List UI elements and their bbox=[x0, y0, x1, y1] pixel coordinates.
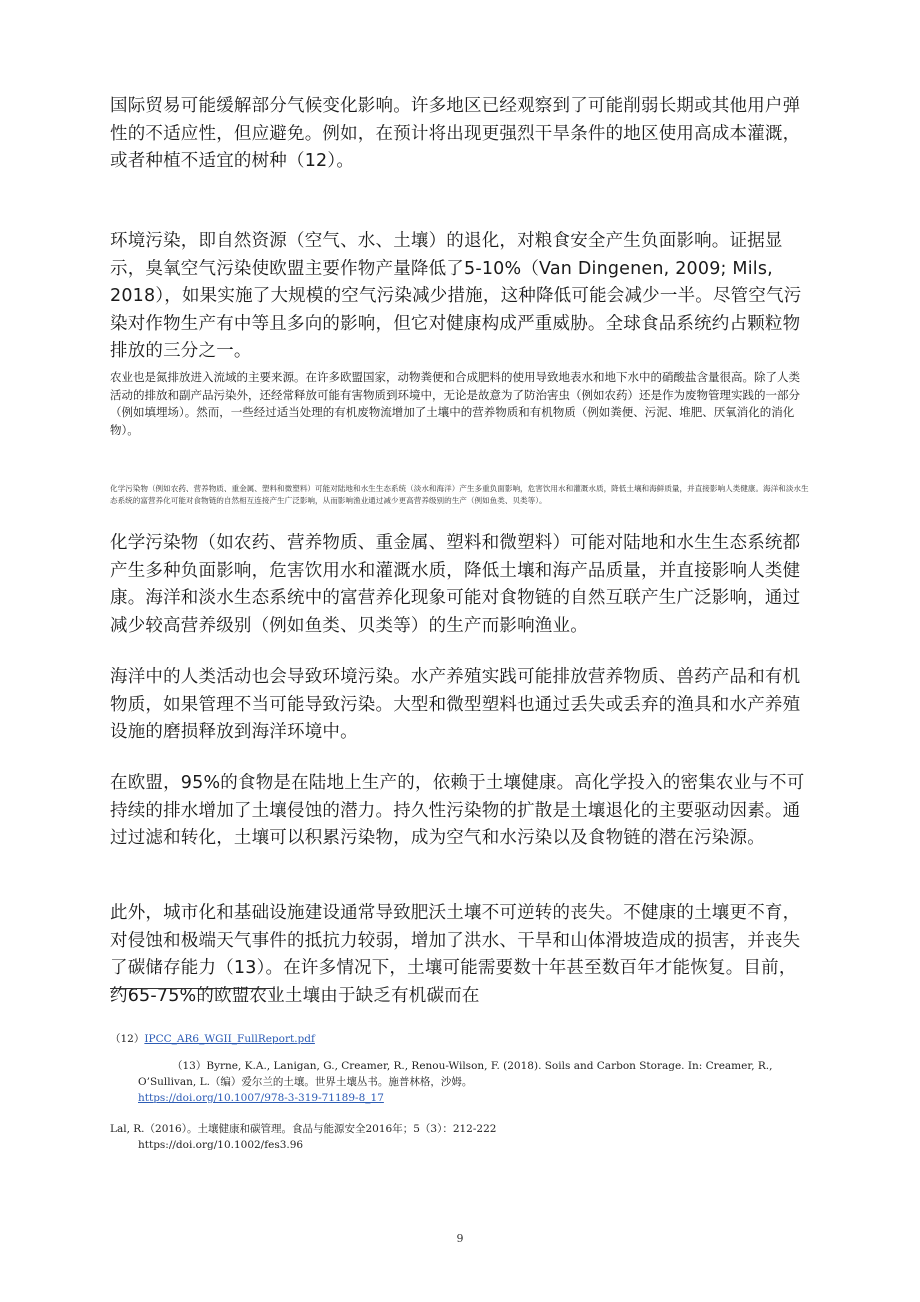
paragraph-marine-pollution: 海洋中的人类活动也会导致环境污染。水产养殖实践可能排放营养物质、兽药产品和有机物质，如果管理不当可能导致污染。大型和微型塑料也通过丢失或丢弃的渔具和水产养殖设施的磨损释放到海洋环境中。 bbox=[110, 667, 801, 742]
paragraph-chemical-pollutants-small: 化学污染物（例如农药、营养物质、重金属、塑料和微塑料）可能对陆地和水生生态系统（淡水和海洋）产生多重负面影响，危害饮用水和灌溉水质，降低土壤和海鲜质量，并直接影响人类健康。海洋和淡水生态系统的富营养化可能对食物链的自然相互连接产生广泛影响，从而影响渔业通过减少更高营养级别的生产（例如鱼类、贝类等）。 bbox=[110, 484, 809, 505]
page-number: 9 bbox=[456, 1232, 464, 1245]
footnote-12-link[interactable]: IPCC_AR6_WGII_FullReport.pdf bbox=[144, 1033, 315, 1045]
footnote-13 bbox=[138, 1058, 818, 1106]
footnote-13-link[interactable]: https://doi.org/10.1007/978-3-319-71189-8_17 bbox=[138, 1092, 384, 1104]
footnote-lal-line1: Lal, R.（2016）。土壤健康和碳管理。食品与能源安全2016年；5（3）：212-222 bbox=[110, 1123, 497, 1135]
paragraph-soil-health: 在欧盟，95%的食物是在陆地上生产的，依赖于土壤健康。高化学投入的密集农业与不可持续的排水增加了土壤侵蚀的潜力。持久性污染物的扩散是土壤退化的主要驱动因素。通过过滤和转化，土壤可以积累污染物，成为空气和水污染以及食物链的潜在污染源。 bbox=[110, 773, 805, 848]
footnote-13-line2: O’Sullivan, L.（编）爱尔兰的土壤。世界土壤丛书。施普林格，沙姆。 bbox=[138, 1076, 473, 1088]
footnote-12-number: （12） bbox=[110, 1033, 145, 1045]
footnote-13-line1: （13）Byrne, K.A., Lanigan, G., Creamer, R., Renou-Wilson, F. (2018). Soils and Carbon Storage. In: Creamer, R., bbox=[172, 1060, 773, 1072]
paragraph-chemical-pollutants: 化学污染物（如农药、营养物质、重金属、塑料和微塑料）可能对陆地和水生生态系统都产生多种负面影响，危害饮用水和灌溉水质，降低土壤和海产品质量，并直接影响人类健康。海洋和淡水生态系统中的富营养化现象可能对食物链的自然互联产生广泛影响，通过减少较高营养级别（例如鱼类、贝类等）的生产而影响渔业。 bbox=[110, 533, 801, 636]
footnote-lal bbox=[110, 1121, 810, 1153]
paragraph-environmental-pollution: 环境污染，即自然资源（空气、水、土壤）的退化，对粮食安全产生负面影响。证据显示，臭氧空气污染使欧盟主要作物产量降低了5-10%（Van Dingenen, 2009; Mils, 2018），如果实施了大规模的空气污染减少措施，这种降低可能会减少一半。尽管空气污染对作物生产有中等且多向的影响，但它对健康构成严重威胁。全球食品系统约占颗粒物排放的三分之一。 bbox=[110, 231, 802, 361]
footnote-divider bbox=[110, 988, 275, 989]
paragraph-international-trade: 国际贸易可能缓解部分气候变化影响。许多地区已经观察到了可能削弱长期或其他用户弹性的不适应性，但应避免。例如，在预计将出现更强烈干旱条件的地区使用高成本灌溉，或者种植不适宜的树种（12）。 bbox=[110, 96, 801, 171]
paragraph-nitrogen-emissions: 农业也是氮排放进入流域的主要来源。在许多欧盟国家，动物粪便和合成肥料的使用导致地表水和地下水中的硝酸盐含量很高。除了人类活动的排放和副产品污染外，还经常释放可能有害物质到环境中，无论是故意为了防治害虫（例如农药）还是作为废物管理实践的一部分（例如填埋场）。然而，一些经过适当处理的有机废物流增加了土壤中的营养物质和有机物质（例如粪便、污泥、堆肥、厌氧消化的消化物）。 bbox=[110, 370, 800, 437]
footnote-12 bbox=[110, 1031, 315, 1047]
paragraph-urbanization: 此外，城市化和基础设施建设通常导致肥沃土壤不可逆转的丧失。不健康的土壤更不育，对侵蚀和极端天气事件的抵抗力较弱，增加了洪水、干旱和山体滑坡造成的损害，并丧失了碳储存能力（13）。在许多情况下，土壤可能需要数十年甚至数百年才能恢复。目前，约65-75%的欧盟农业土壤由于缺乏有机碳而在 bbox=[110, 903, 801, 1006]
footnote-lal-doi: https://doi.org/10.1002/fes3.96 bbox=[138, 1139, 304, 1151]
